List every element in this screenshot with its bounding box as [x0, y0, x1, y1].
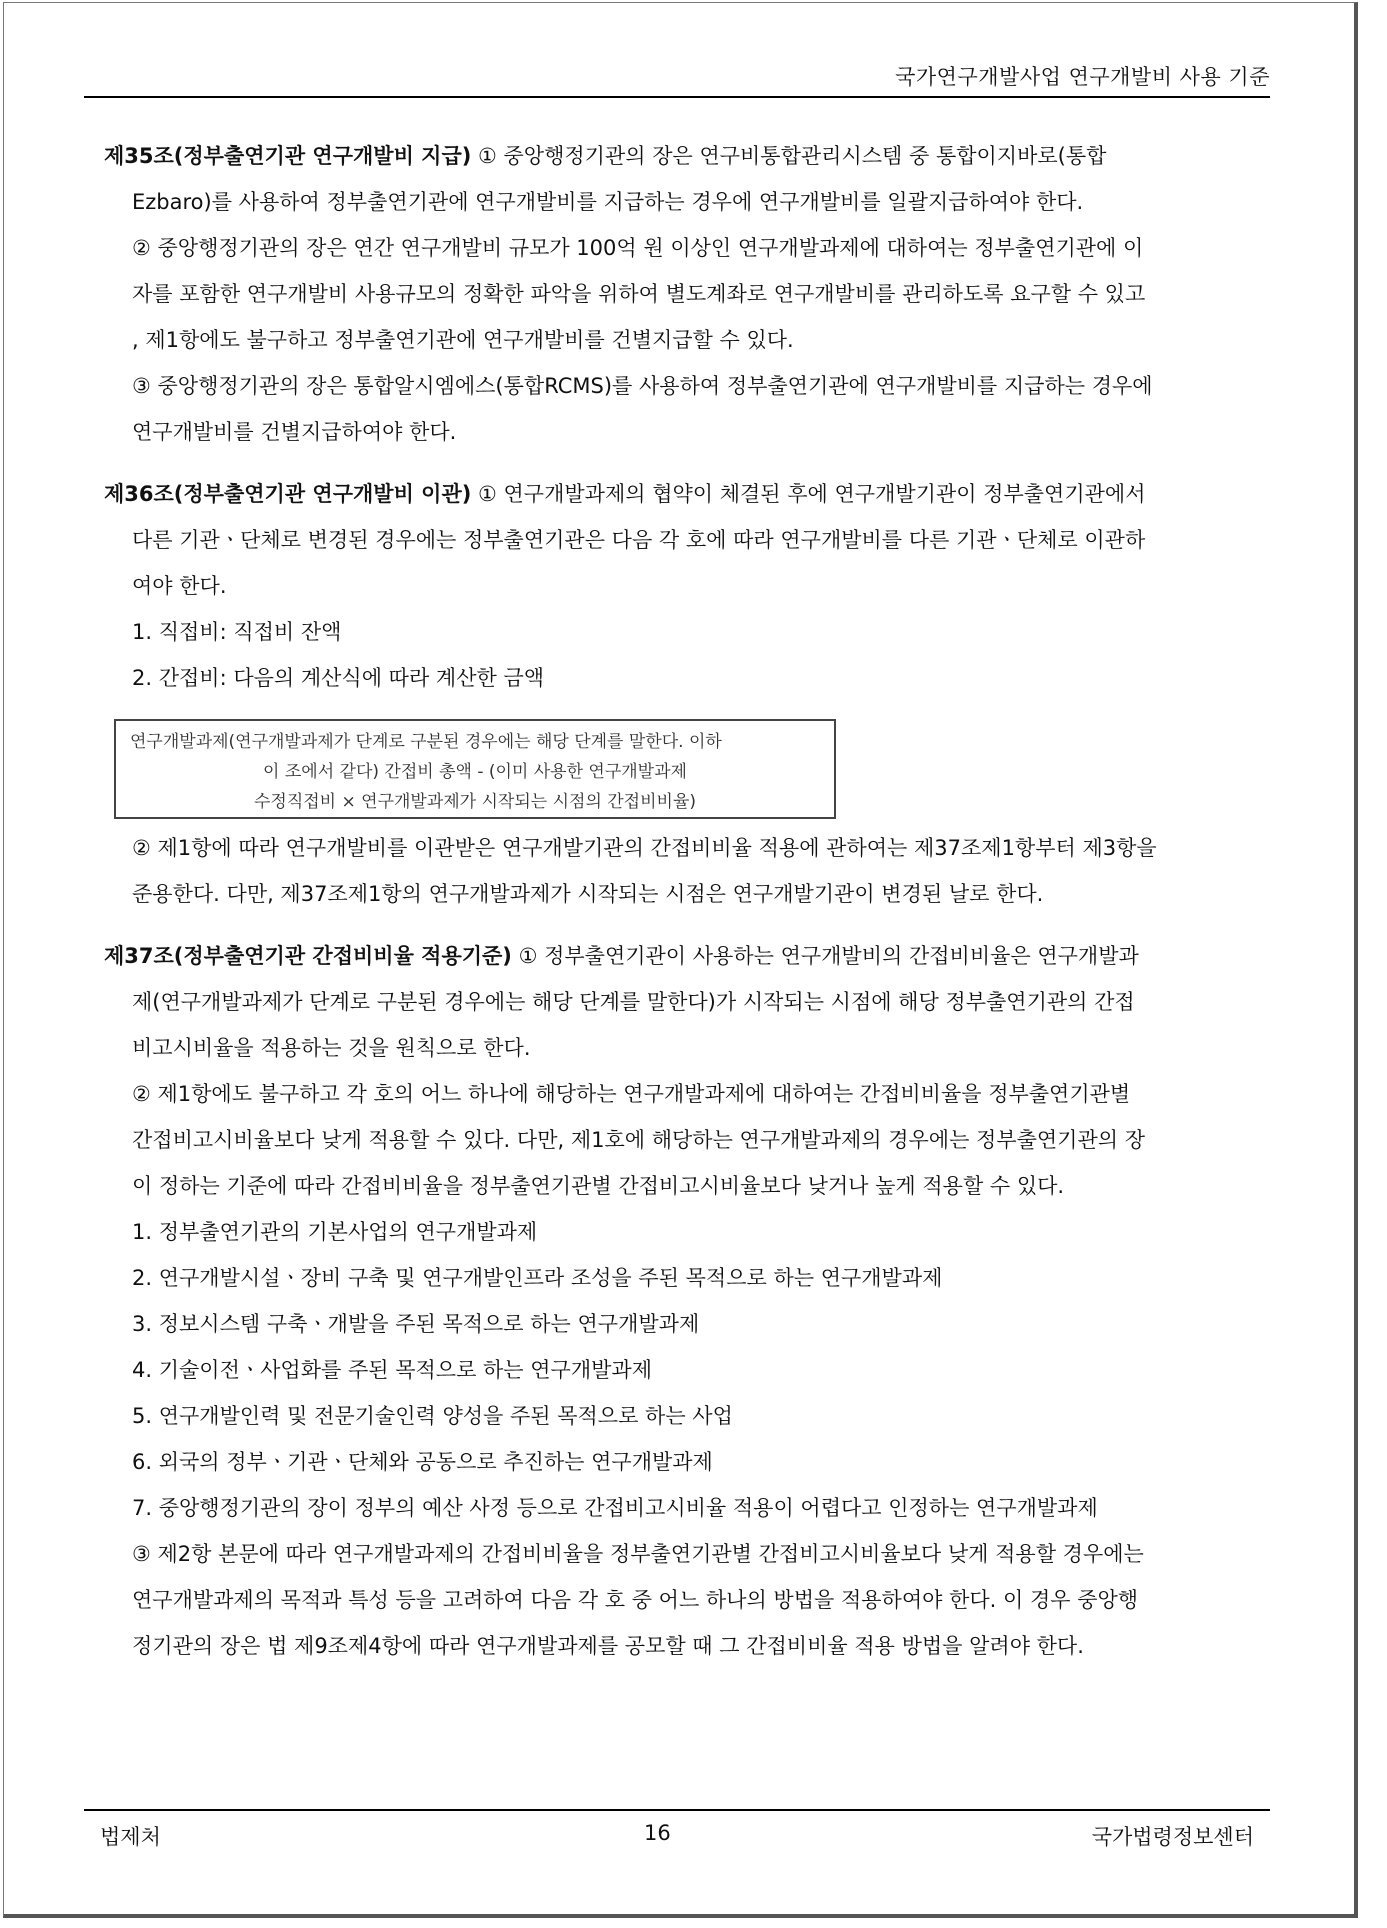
- paragraph-line: , 제1항에도 불구하고 정부출연기관에 연구개발비를 건별지급할 수 있다.: [132, 328, 794, 352]
- paragraph-line: 다른 기관ㆍ단체로 변경된 경우에는 정부출연기관은 다음 각 호에 따라 연구개발비를 다른 기관ㆍ단체로 이관하: [132, 528, 1146, 552]
- article-heading: 제36조(정부출연기관 연구개발비 이관): [104, 482, 472, 506]
- list-item: 5. 연구개발인력 및 전문기술인력 양성을 주된 목적으로 하는 사업: [132, 1404, 733, 1428]
- paragraph-line: 자를 포함한 연구개발비 사용규모의 정확한 파악을 위하여 별도계좌로 연구개발비를 관리하도록 요구할 수 있고: [132, 282, 1146, 306]
- article-36: [104, 471, 1270, 917]
- formula-line: 연구개발과제(연구개발과제가 단계로 구분된 경우에는 해당 단계를 말한다. 이하: [130, 732, 722, 752]
- formula-line: 이 조에서 같다) 간접비 총액 - (이미 사용한 연구개발과제: [263, 762, 687, 782]
- formula-line: 수정직접비 × 연구개발과제가 시작되는 시점의 간접비비율): [253, 792, 697, 812]
- document-body: [104, 133, 1270, 1669]
- article-text: ① 정부출연기관이 사용하는 연구개발비의 간접비비율은 연구개발과: [511, 944, 1139, 968]
- paragraph-line: 연구개발과제의 목적과 특성 등을 고려하여 다음 각 호 중 어느 하나의 방법을 적용하여야 한다. 이 경우 중앙행: [132, 1588, 1139, 1612]
- list-item: 2. 간접비: 다음의 계산식에 따라 계산한 금액: [132, 666, 545, 690]
- paragraph-line: 비고시비율을 적용하는 것을 원칙으로 한다.: [132, 1036, 531, 1060]
- paragraph-line: 준용한다. 다만, 제37조제1항의 연구개발과제가 시작되는 시점은 연구개발기관이 변경된 날로 한다.: [132, 882, 1044, 906]
- list-item: 2. 연구개발시설ㆍ장비 구축 및 연구개발인프라 조성을 주된 목적으로 하는 연구개발과제: [132, 1266, 943, 1290]
- paragraph-line: 연구개발비를 건별지급하여야 한다.: [132, 420, 457, 444]
- list-item: 7. 중앙행정기관의 장이 정부의 예산 사정 등으로 간접비고시비율 적용이 어렵다고 인정하는 연구개발과제: [132, 1496, 1098, 1520]
- paragraph-line: 정기관의 장은 법 제9조제4항에 따라 연구개발과제를 공모할 때 그 간접비비율 적용 방법을 알려야 한다.: [132, 1634, 1084, 1658]
- footer-rule: [84, 1809, 1270, 1811]
- page-number: 16: [644, 1821, 671, 1845]
- article-37: [104, 933, 1270, 1669]
- paragraph-line: 제(연구개발과제가 단계로 구분된 경우에는 해당 단계를 말한다)가 시작되는 시점에 해당 정부출연기관의 간접: [132, 990, 1135, 1014]
- article-heading: 제37조(정부출연기관 간접비비율 적용기준): [104, 944, 512, 968]
- footer-source: 국가법령정보센터: [1091, 1825, 1254, 1849]
- article-first-line: [104, 133, 1270, 179]
- article-text: ① 연구개발과제의 협약이 체결된 후에 연구개발기관이 정부출연기관에서: [471, 482, 1146, 506]
- list-item: 1. 정부출연기관의 기본사업의 연구개발과제: [132, 1220, 538, 1244]
- paragraph-line: ③ 제2항 본문에 따라 연구개발과제의 간접비비율을 정부출연기관별 간접비고시비율보다 낮게 적용할 경우에는: [132, 1542, 1144, 1566]
- paragraph-line: ② 제1항에 따라 연구개발비를 이관받은 연구개발기관의 간접비비율 적용에 관하여는 제37조제1항부터 제3항을: [132, 836, 1157, 860]
- document-page: [3, 2, 1358, 1918]
- article-heading: 제35조(정부출연기관 연구개발비 지급): [104, 144, 472, 168]
- article-35: [104, 133, 1270, 455]
- article-text: ① 중앙행정기관의 장은 연구비통합관리시스템 중 통합이지바로(통합: [471, 144, 1107, 168]
- list-item: 6. 외국의 정부ㆍ기관ㆍ단체와 공동으로 추진하는 연구개발과제: [132, 1450, 713, 1474]
- paragraph-line: 여야 한다.: [132, 574, 227, 598]
- paragraph-line: ② 중앙행정기관의 장은 연간 연구개발비 규모가 100억 원 이상인 연구개발과제에 대하여는 정부출연기관에 이: [132, 236, 1144, 260]
- paragraph-line: Ezbaro)를 사용하여 정부출연기관에 연구개발비를 지급하는 경우에 연구개발비를 일괄지급하여야 한다.: [132, 190, 1084, 214]
- list-item: 4. 기술이전ㆍ사업화를 주된 목적으로 하는 연구개발과제: [132, 1358, 652, 1382]
- list-item: 3. 정보시스템 구축ㆍ개발을 주된 목적으로 하는 연구개발과제: [132, 1312, 700, 1336]
- paragraph-line: ② 제1항에도 불구하고 각 호의 어느 하나에 해당하는 연구개발과제에 대하여는 간접비비율을 정부출연기관별: [132, 1082, 1131, 1106]
- paragraph-line: 이 정하는 기준에 따라 간접비비율을 정부출연기관별 간접비고시비율보다 낮거나 높게 적용할 수 있다.: [132, 1174, 1065, 1198]
- paragraph-line: ③ 중앙행정기관의 장은 통합알시엠에스(통합RCMS)를 사용하여 정부출연기관에 연구개발비를 지급하는 경우에: [132, 374, 1153, 398]
- article-first-line: [104, 933, 1270, 979]
- header-rule: [84, 96, 1270, 98]
- paragraph-line: 간접비고시비율보다 낮게 적용할 수 있다. 다만, 제1호에 해당하는 연구개발과제의 경우에는 정부출연기관의 장: [132, 1128, 1146, 1152]
- header-title: 국가연구개발사업 연구개발비 사용 기준: [895, 65, 1270, 89]
- formula-box: [114, 719, 836, 819]
- article-first-line: [104, 471, 1270, 517]
- list-item: 1. 직접비: 직접비 잔액: [132, 620, 342, 644]
- footer-publisher: 법제처: [100, 1825, 161, 1849]
